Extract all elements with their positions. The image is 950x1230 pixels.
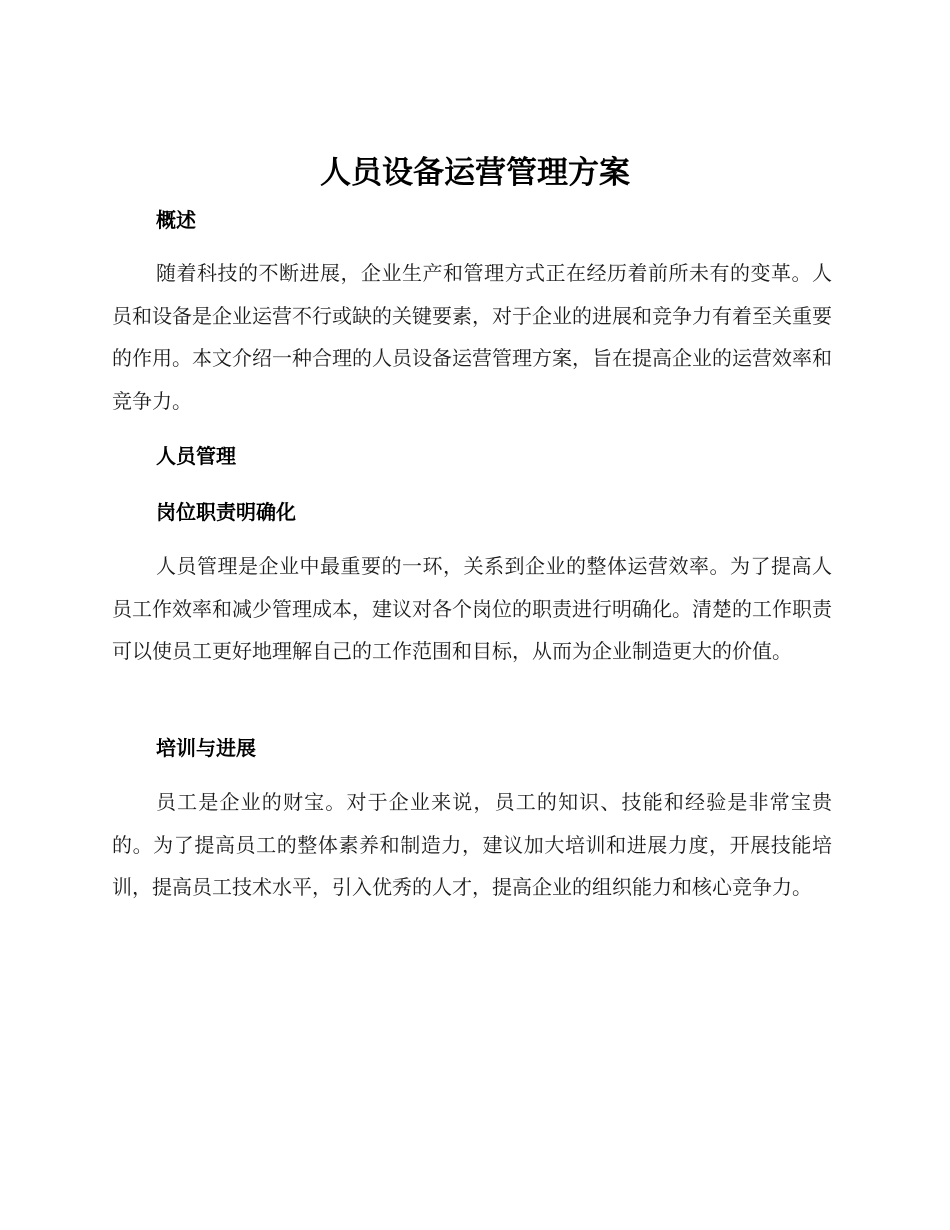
subsection-heading-job-duties: 岗位职责明确化 — [156, 500, 296, 524]
section-heading-overview: 概述 — [156, 208, 196, 232]
section-heading-personnel-management: 人员管理 — [156, 444, 236, 468]
paragraph-overview: 随着科技的不断进展，企业生产和管理方式正在经历着前所未有的变革。人员和设备是企业运营不行或缺的关键要素，对于企业的进展和竞争力有着至关重要的作用。本文介绍一种合理的人员设备运营管理方案，旨在提高企业的运营效率和竞争力。 — [112, 261, 832, 413]
document-title: 人员设备运营管理方案 — [320, 155, 630, 191]
paragraph-training: 员工是企业的财宝。对于企业来说，员工的知识、技能和经验是非常宝贵的。为了提高员工的整体素养和制造力，建议加大培训和进展力度，开展技能培训，提高员工技术水平，引入优秀的人才，提高企业的组织能力和核心竞争力。 — [112, 790, 832, 899]
subsection-heading-training: 培训与进展 — [156, 736, 256, 760]
paragraph-job-duties: 人员管理是企业中最重要的一环，关系到企业的整体运营效率。为了提高人员工作效率和减少管理成本，建议对各个岗位的职责进行明确化。清楚的工作职责可以使员工更好地理解自己的工作范围和目标，从而为企业制造更大的价值。 — [112, 554, 832, 663]
